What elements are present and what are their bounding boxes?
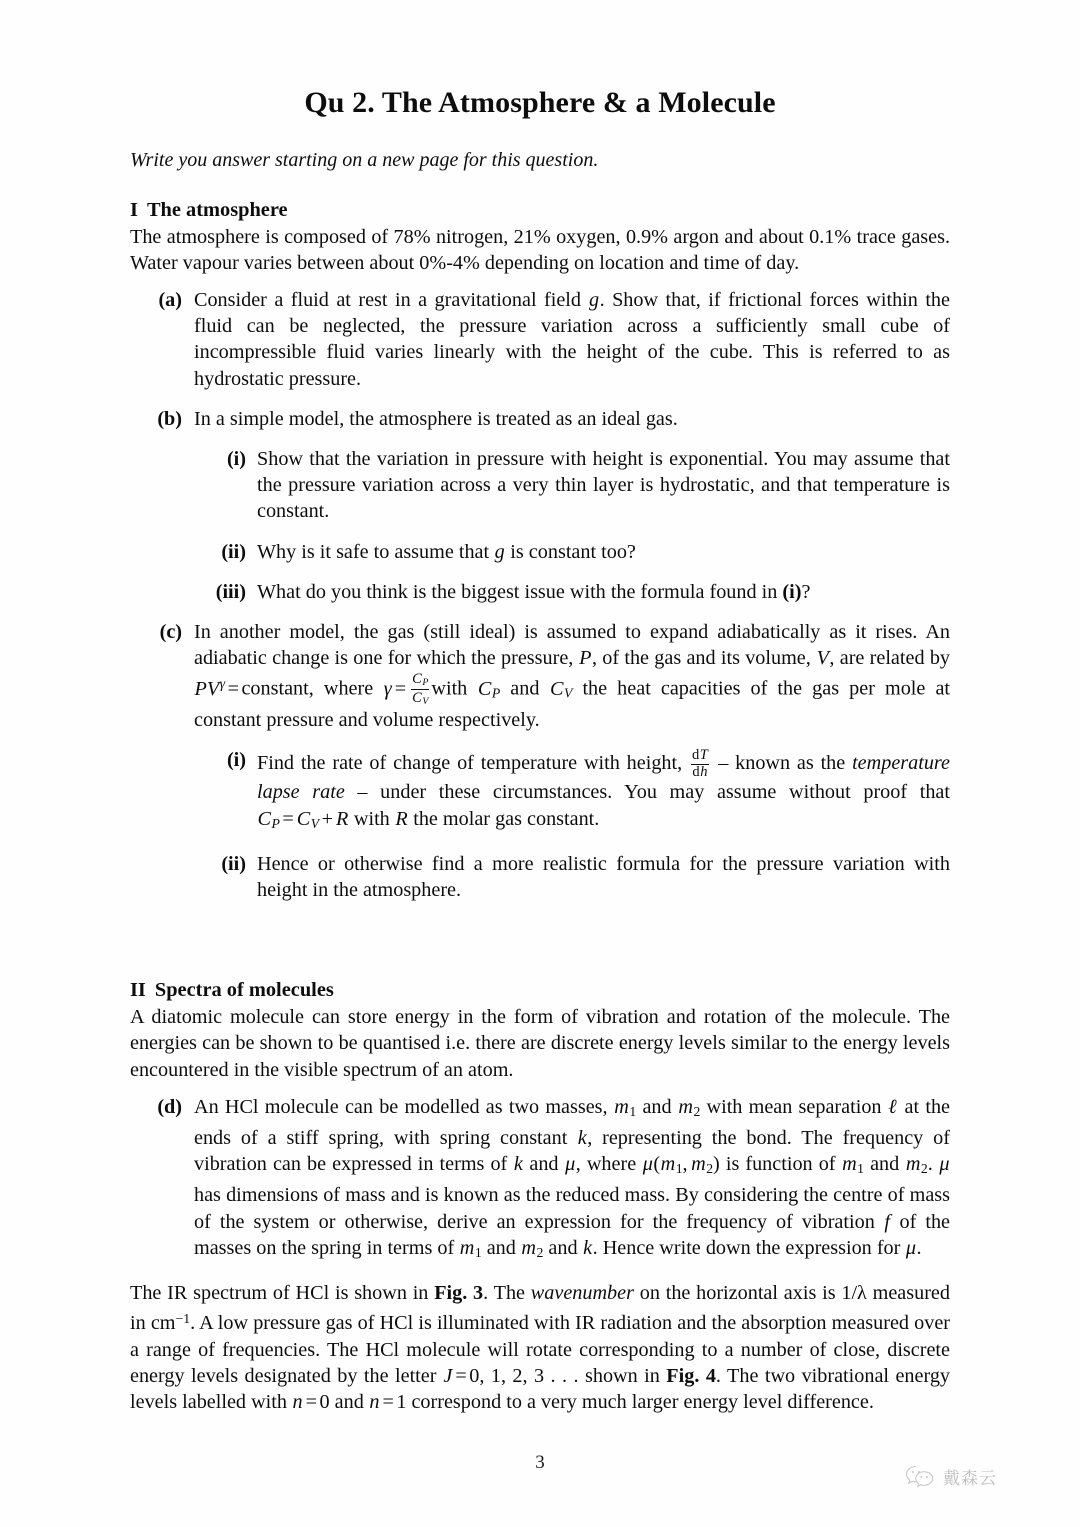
item-body-c-ii: Hence or otherwise find a more realistic formula for the pressure variation with height in the atmosphere. xyxy=(257,852,950,901)
math-k: k xyxy=(577,1127,587,1150)
math-CP-sub: P xyxy=(491,685,501,701)
item-marker-b-ii: (ii) xyxy=(221,540,246,563)
math-cm-exponent: −1 xyxy=(175,1311,191,1327)
math-C-num-sub: P xyxy=(422,677,429,689)
math-paren-close: ) xyxy=(713,1153,720,1176)
section-1-list xyxy=(148,287,950,903)
item-c-text-6: and xyxy=(500,677,550,700)
math-k-3: k xyxy=(583,1236,593,1259)
math-V: V xyxy=(816,647,829,670)
item-marker-b: (b) xyxy=(157,407,182,430)
math-CV: C xyxy=(550,677,564,700)
item-body-b-iii xyxy=(257,579,950,605)
item-b-ii-text-1: Why is it safe to assume that xyxy=(257,540,495,563)
math-CV: C xyxy=(296,807,311,830)
item-b-iii-text-1: What do you think is the biggest issue with the formula found in xyxy=(257,580,783,603)
item-d-text-6: and xyxy=(523,1153,565,1176)
item-marker-b-i: (i) xyxy=(226,447,246,470)
math-m2-d-sub: 2 xyxy=(536,1244,544,1260)
math-n-2-value: 1 xyxy=(396,1391,407,1414)
item-c-text-1: In another model, the gas (still ideal) is assumed to expand adiabatically as it rises. An adiabatic change is one for which the pressure, xyxy=(194,620,950,670)
closing-text-3: on the horizontal axis is xyxy=(633,1282,842,1305)
item-body-b-ii xyxy=(257,539,950,565)
item-c-i-text-2: – known as the xyxy=(711,752,853,775)
item-d-text-14: and xyxy=(543,1236,583,1259)
section-gap xyxy=(130,903,950,977)
math-gamma: γ xyxy=(383,677,392,700)
math-gamma-exponent: γ xyxy=(219,676,226,692)
item-b-ii-text-2: is constant too? xyxy=(505,540,636,563)
section-heading-2 xyxy=(130,977,950,1003)
item-marker-c: (c) xyxy=(159,620,182,643)
math-C-den-sub: V xyxy=(422,695,429,707)
section-numeral-1: I xyxy=(130,198,138,221)
item-d-text-8: is function of xyxy=(719,1153,842,1176)
list-item-c-sublist xyxy=(194,747,950,903)
math-d-den: d xyxy=(692,764,700,781)
math-CP: C xyxy=(477,677,492,700)
math-n-1-value: 0 xyxy=(319,1391,330,1414)
list-item-c xyxy=(148,619,950,903)
math-m2-d: m xyxy=(521,1236,537,1259)
math-m1-b-sub: 1 xyxy=(675,1161,683,1177)
item-c-text-4: constant, where xyxy=(241,677,384,700)
math-cm-unit: cm xyxy=(150,1312,176,1335)
math-CV-sub: V xyxy=(563,685,573,701)
closing-text-5: . A low pressure gas of HCl is illuminated with IR radiation and the absorption measured over a range of frequencies. The HCl molecule will rotate corresponding to a number of close, discrete energy levels designated by the letter xyxy=(130,1312,951,1387)
item-d-text-13: and xyxy=(481,1236,521,1259)
emphasis-temperature-lapse-rate: temperature lapse rate xyxy=(257,752,950,804)
math-CP-sub: P xyxy=(271,815,280,831)
item-d-text-4: at the ends of a stiff spring, with spring constant xyxy=(194,1095,950,1150)
math-m1-d-sub: 1 xyxy=(474,1244,482,1260)
closing-text-2: . The xyxy=(483,1282,531,1305)
item-body-c-i xyxy=(257,747,950,837)
item-d-text-11: has dimensions of mass and is known as the reduced mass. By considering the centre of mass of the system or otherwise, derive an expression for the frequency of vibration xyxy=(194,1184,950,1233)
item-c-i-text-5: the molar gas constant. xyxy=(408,807,600,830)
math-CV-sub: V xyxy=(310,815,320,831)
item-body-b-i: Show that the variation in pressure with height is exponential. You may assume that the pressure variation across a very thin layer is hydrostatic, and that temperature is constant. xyxy=(257,447,950,523)
math-m2-b-sub: 2 xyxy=(706,1161,714,1177)
fraction-dT-over-dh xyxy=(689,748,711,780)
section-2-intro: A diatomic molecule can store energy in the form of vibration and rotation of the molecule. The energies can be shown to be quantised i.e. there are discrete energy levels similar to the energy levels encountered in the visible spectrum of an atom. xyxy=(130,1006,950,1081)
math-mu-4: μ xyxy=(905,1236,917,1259)
math-J: J xyxy=(443,1364,453,1387)
list-item-d xyxy=(148,1094,950,1266)
item-d-text-12: of the masses on the spring in terms of xyxy=(194,1210,950,1259)
math-C-den: C xyxy=(412,689,422,706)
math-m1-b: m xyxy=(660,1153,676,1176)
math-mu-3: μ xyxy=(939,1153,950,1176)
item-c-i-text-4: with xyxy=(348,807,395,830)
item-c-i-text-3: – under these circumstances. You may assume without proof that xyxy=(344,781,950,804)
math-m1-d: m xyxy=(459,1236,475,1259)
emphasis-wavenumber: wavenumber xyxy=(530,1282,634,1305)
item-d-text-15: . Hence write down the expression for xyxy=(592,1236,906,1259)
math-J-equals: = xyxy=(455,1364,467,1387)
math-m1: m xyxy=(614,1095,629,1118)
closing-text-6: shown in xyxy=(578,1364,667,1387)
item-body-b: In a simple model, the atmosphere is treated as an ideal gas. xyxy=(194,407,678,430)
section-title-2: Spectra of molecules xyxy=(154,979,334,1002)
list-item-b-sublist xyxy=(194,446,950,605)
math-plus: + xyxy=(321,807,333,830)
item-c-text-2: , of the gas and its volume, xyxy=(591,647,817,670)
item-b-iii-text-2: ? xyxy=(801,580,811,603)
math-m2-sub: 2 xyxy=(693,1103,701,1119)
math-m2-c-sub: 2 xyxy=(920,1161,928,1177)
math-ell: ℓ xyxy=(888,1095,898,1118)
math-m2-c: m xyxy=(905,1153,921,1176)
math-g: g xyxy=(588,288,600,311)
math-P: P xyxy=(579,647,592,670)
math-d-num: d xyxy=(692,746,700,763)
closing-text-1: The IR spectrum of HCl is shown in xyxy=(130,1282,435,1305)
math-mu: μ xyxy=(565,1153,576,1176)
item-marker-c-i: (i) xyxy=(226,749,246,772)
math-R-2: R xyxy=(395,807,408,830)
item-d-text-5: , representing the bond. The frequency of vibration can be expressed in terms of xyxy=(194,1127,950,1176)
item-d-text-1: An HCl molecule can be modelled as two masses, xyxy=(194,1095,614,1118)
item-body-c xyxy=(194,619,950,733)
fraction-numerator xyxy=(691,748,709,765)
item-body-d xyxy=(194,1094,950,1266)
closing-text-7: . The two vibrational energy levels labelled with xyxy=(130,1364,951,1414)
math-PV: PV xyxy=(194,677,220,700)
list-item-b xyxy=(148,406,950,605)
math-C-num: C xyxy=(412,671,422,688)
math-m1-c: m xyxy=(842,1153,857,1176)
list-item-c-i xyxy=(194,747,950,837)
item-d-text-10: . xyxy=(927,1153,939,1176)
math-equals: = xyxy=(227,677,239,700)
item-d-text-7: , where xyxy=(575,1153,643,1176)
math-J-values: 0, 1, 2, 3 . . . xyxy=(469,1364,579,1387)
section-1-intro: The atmosphere is composed of 78% nitrogen, 21% oxygen, 0.9% argon and about 0.1% trace gases. Water vapour varies between about 0%-4% depending on location and time of day. xyxy=(130,225,950,274)
section-numeral-2: II xyxy=(130,979,146,1002)
fraction-numerator xyxy=(411,672,430,690)
list-item-b-i xyxy=(194,446,950,525)
cross-reference-i: (i) xyxy=(782,580,802,603)
math-g: g xyxy=(494,540,505,563)
closing-text-8: and xyxy=(329,1391,369,1414)
math-mu-2: μ xyxy=(642,1153,653,1176)
math-inverse-lambda: 1/λ xyxy=(841,1282,867,1305)
item-marker-b-iii: (iii) xyxy=(215,580,246,603)
math-comma: , xyxy=(682,1153,688,1176)
item-d-text-16: . xyxy=(916,1236,922,1259)
math-equals: = xyxy=(282,807,294,830)
section-2-closing-paragraph xyxy=(130,1280,950,1415)
item-c-text-5: with xyxy=(431,677,478,700)
instruction-line: Write you answer starting on a new page for this question. xyxy=(130,148,599,171)
paragraph-gap xyxy=(130,1266,950,1280)
math-n-2: n xyxy=(369,1391,380,1414)
item-d-text-9: and xyxy=(864,1153,906,1176)
item-c-i-text-1: Find the rate of change of temperature with height, xyxy=(257,752,690,775)
item-marker-c-ii: (ii) xyxy=(221,852,246,875)
section-title-1: The atmosphere xyxy=(146,198,288,221)
page-content xyxy=(130,86,950,1415)
math-m2: m xyxy=(678,1095,693,1118)
page-number: 3 xyxy=(535,1452,545,1473)
list-item-b-ii xyxy=(194,539,950,565)
math-T-num: T xyxy=(699,746,708,763)
closing-text-4: measured in xyxy=(130,1282,950,1335)
watermark-text: 戴森云 xyxy=(943,1468,997,1489)
section-2-list xyxy=(148,1094,950,1266)
watermark xyxy=(905,1463,997,1489)
list-item-b-iii xyxy=(194,579,950,605)
math-CP: C xyxy=(257,807,271,830)
wechat-icon xyxy=(905,1463,935,1489)
fraction-denominator xyxy=(411,690,430,707)
page-title: Qu 2. The Atmosphere & a Molecule xyxy=(304,86,776,119)
math-k-2: k xyxy=(513,1153,523,1176)
figure-reference-4: Fig. 4 xyxy=(666,1364,716,1387)
item-body-a xyxy=(194,287,950,392)
fraction-denominator xyxy=(691,765,709,781)
fraction-cp-over-cv xyxy=(409,672,432,707)
list-item-c-ii xyxy=(194,851,950,903)
item-a-text-2: . Show that, if frictional forces within the fluid can be neglected, the pressure variation across a sufficiently small cube of incompressible fluid varies linearly with the height of the cube. This is referred to as hydrostatic pressure. xyxy=(194,288,950,390)
figure-reference-3: Fig. 3 xyxy=(434,1282,484,1305)
item-c-text-7: the heat capacities of the gas per mole at constant pressure and volume respectively. xyxy=(194,677,951,731)
list-item-a xyxy=(148,287,950,392)
item-c-text-3: , are related by xyxy=(829,647,951,670)
section-heading-1 xyxy=(130,197,950,223)
item-marker-a: (a) xyxy=(158,288,182,311)
math-R: R xyxy=(336,807,349,830)
math-n-1-equals: = xyxy=(305,1391,317,1414)
item-marker-d: (d) xyxy=(157,1095,182,1118)
closing-text-9: correspond to a very much larger energy level difference. xyxy=(406,1391,874,1414)
math-m1-c-sub: 1 xyxy=(857,1161,865,1177)
math-m2-b: m xyxy=(691,1153,706,1176)
math-equals-2: = xyxy=(394,677,407,700)
item-a-text-1: Consider a fluid at rest in a gravitational field xyxy=(194,288,589,311)
item-d-text-2: and xyxy=(636,1095,678,1118)
item-d-text-3: with mean separation xyxy=(700,1095,888,1118)
math-f: f xyxy=(884,1210,890,1233)
math-n-2-equals: = xyxy=(382,1391,394,1414)
math-m1-sub: 1 xyxy=(629,1103,637,1119)
math-n-1: n xyxy=(292,1391,303,1414)
math-paren-open: ( xyxy=(653,1153,661,1176)
math-h-den: h xyxy=(700,764,708,781)
